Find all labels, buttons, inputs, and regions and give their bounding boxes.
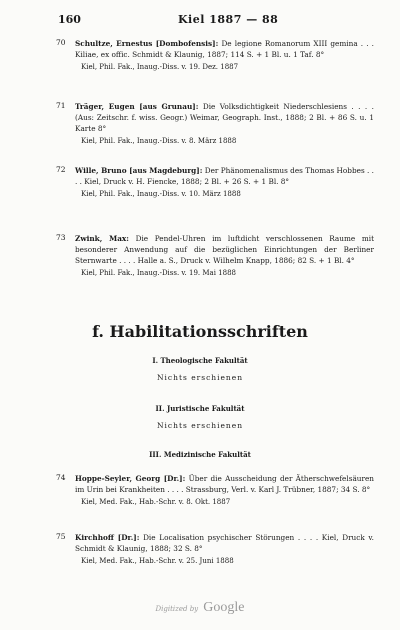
entry-author: Träger, Eugen [aus Grunau]: bbox=[75, 102, 199, 111]
entry-author: Zwink, Max: bbox=[75, 234, 129, 243]
entry-74 bbox=[56, 473, 375, 506]
entry-dissertation: Kiel, Phil. Fak., Inaug.-Diss. v. 8. März 1888 bbox=[81, 137, 237, 145]
entry-title: Über die Ausscheidung der Ätherschwefelsäuren im Urin bei Krankheiten . . . . Strassburg, Verl. v. Karl J. Trübner, 1887; 34 S. 8° bbox=[75, 474, 375, 494]
entry-dissertation: Kiel, Phil. Fak., Inaug.-Diss. v. 10. März 1888 bbox=[81, 190, 241, 198]
entry-title: Die Pendel-Uhren im luftdicht verschlossenen Raume mit besonderer Anwendung auf die bezüglichen Einrichtungen der Berliner Sternwarte . . . . Halle a. S., Druck v. Wilhelm Knapp, 1886; 82 S. + 1 Bl. 4° bbox=[75, 234, 375, 265]
entry-title: Der Phänomenalismus des Thomas Hobbes . . . . Kiel, Druck v. H. Fiencke, 1888; 2 Bl. + 26 S. + 1 Bl. 8° bbox=[75, 166, 374, 186]
entry-number: 73 bbox=[56, 233, 66, 242]
page-number: 160 bbox=[58, 13, 81, 26]
page-header bbox=[58, 13, 376, 27]
running-title: Kiel 1887 — 88 bbox=[178, 13, 279, 26]
entry-title: Die Volksdichtigkeit Niederschlesiens . . . . (Aus: Zeitschr. f. wiss. Geogr.) Weimar, Geograph. Inst., 1888; 2 Bl. + 86 S. u. 1 Karte 8° bbox=[75, 102, 374, 133]
entry-number: 70 bbox=[56, 38, 66, 47]
entry-70 bbox=[56, 38, 375, 71]
faculty-heading-law: II. Juristische Fakultät bbox=[155, 404, 245, 413]
entry-75 bbox=[56, 532, 374, 565]
entry-text bbox=[75, 233, 374, 266]
entry-dissertation: Kiel, Med. Fak., Hab.-Schr. v. 8. Okt. 1887 bbox=[81, 498, 231, 506]
section-title: f. Habilitationsschriften bbox=[92, 322, 308, 341]
entry-number: 74 bbox=[56, 473, 66, 482]
entry-dissertation: Kiel, Phil. Fak., Inaug.-Diss. v. 19. Dez. 1887 bbox=[81, 63, 239, 71]
digitization-watermark bbox=[0, 596, 400, 616]
entry-text bbox=[75, 473, 374, 495]
entry-title: De legione Romanorum XIII gemina . . . Kiliae, ex offic. Schmidt & Klaunig, 1887; 114 S. + 1 Bl. u. 1 Taf. 8° bbox=[75, 39, 375, 59]
faculty-note-theology: Nichts erschienen bbox=[156, 373, 244, 382]
entry-71 bbox=[56, 101, 374, 145]
faculty-heading-theology: I. Theologische Fakultät bbox=[152, 356, 248, 365]
entry-dissertation: Kiel, Phil. Fak., Inaug.-Diss. v. 19. Mai 1888 bbox=[81, 269, 236, 277]
entry-dissertation: Kiel, Med. Fak., Hab.-Schr. v. 25. Juni 1888 bbox=[81, 557, 234, 565]
entry-text bbox=[75, 38, 374, 60]
watermark-prefix: Digitized by bbox=[155, 605, 199, 613]
watermark-brand: Google bbox=[203, 600, 245, 615]
entry-73 bbox=[56, 233, 375, 277]
entry-number: 71 bbox=[56, 101, 66, 110]
entry-author: Kirchhoff [Dr.]: bbox=[75, 533, 140, 542]
faculty-note-law: Nichts erschienen bbox=[156, 421, 244, 430]
entry-title: Die Localisation psychischer Störungen . . . . Kiel, Druck v. Schmidt & Klaunig, 1888; 32 S. 8° bbox=[75, 533, 374, 553]
entry-author: Schultze, Ernestus [Dombofensis]: bbox=[75, 39, 219, 48]
entry-author: Wille, Bruno [aus Magdeburg]: bbox=[75, 166, 203, 175]
entry-text bbox=[75, 101, 374, 134]
faculty-heading-medicine: III. Medizinische Fakultät bbox=[149, 450, 251, 459]
entry-number: 72 bbox=[56, 165, 66, 174]
entry-number: 75 bbox=[56, 532, 66, 541]
entry-text bbox=[75, 532, 374, 554]
entry-text bbox=[75, 165, 374, 187]
entry-72 bbox=[56, 165, 374, 198]
entry-author: Hoppe-Seyler, Georg [Dr.]: bbox=[75, 474, 186, 483]
